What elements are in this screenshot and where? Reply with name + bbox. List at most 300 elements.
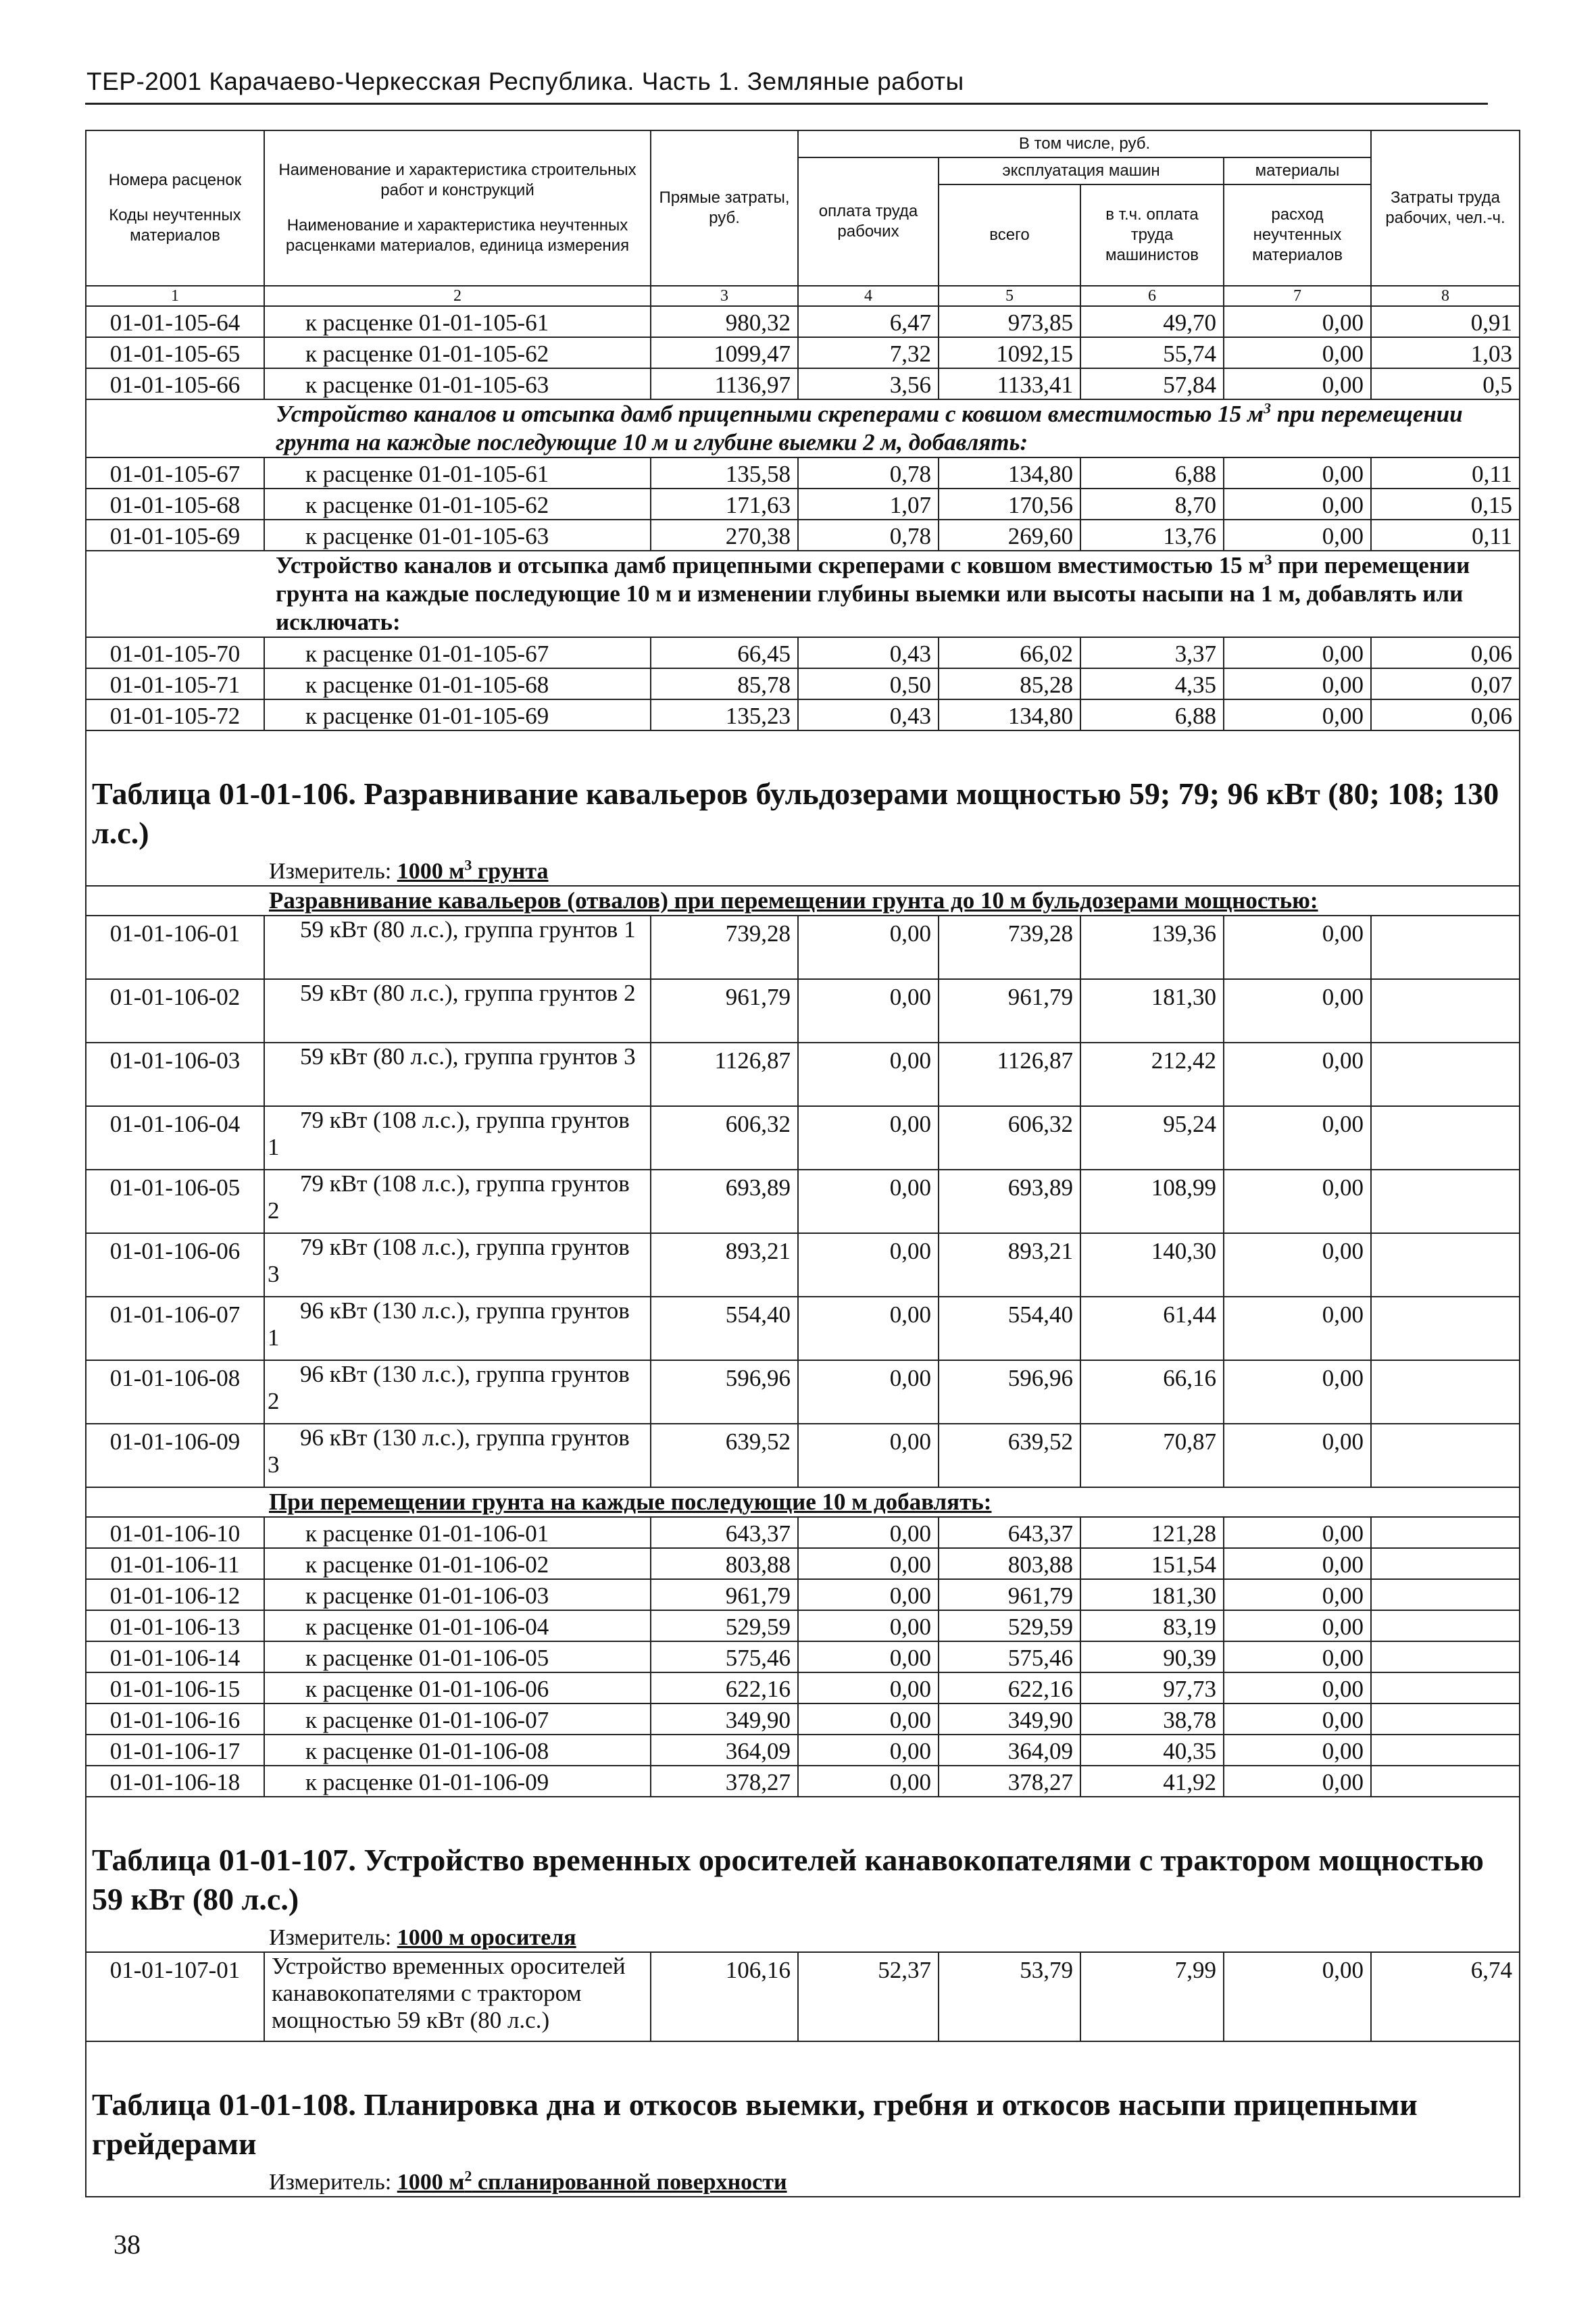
cell-direct: 803,88 bbox=[651, 1548, 798, 1579]
cell-labor: 0,50 bbox=[798, 668, 939, 699]
cell-mat: 0,00 bbox=[1224, 916, 1371, 979]
cell-mat: 0,00 bbox=[1224, 1952, 1371, 2041]
cell-name: к расценке 01-01-105-67 bbox=[264, 637, 651, 668]
cell-mach: 643,37 bbox=[939, 1517, 1080, 1548]
measurement-unit bbox=[86, 1919, 1520, 1952]
cell-mach-labor: 95,24 bbox=[1080, 1106, 1224, 1170]
cell-labor: 0,00 bbox=[798, 1672, 939, 1703]
table-title-row bbox=[86, 1824, 1520, 1919]
cell-mach: 606,32 bbox=[939, 1106, 1080, 1170]
unit-value-text: 1000 м bbox=[397, 859, 465, 884]
cell-code: 01-01-106-13 bbox=[86, 1610, 264, 1641]
cell-name: к расценке 01-01-106-04 bbox=[264, 1610, 651, 1641]
table-title: Таблица 01-01-106. Разравнивание кавальеров бульдозерами мощностью 59; 79; 96 кВт (80; 108; 130 л.с.) bbox=[86, 758, 1520, 853]
cell-code: 01-01-106-17 bbox=[86, 1735, 264, 1766]
cell-mach: 1133,41 bbox=[939, 368, 1080, 399]
table-row bbox=[86, 1106, 1520, 1170]
cell-mach: 893,21 bbox=[939, 1233, 1080, 1297]
col-number: 1 bbox=[86, 286, 264, 306]
cell-direct: 893,21 bbox=[651, 1233, 798, 1297]
cell-hours bbox=[1371, 1766, 1520, 1797]
cell-name: к расценке 01-01-105-63 bbox=[264, 520, 651, 551]
cell-mach: 1092,15 bbox=[939, 337, 1080, 368]
cell-code: 01-01-105-69 bbox=[86, 520, 264, 551]
cell-mach-labor: 8,70 bbox=[1080, 489, 1224, 520]
cell-hours bbox=[1371, 1424, 1520, 1487]
cell-hours bbox=[1371, 916, 1520, 979]
cell-mach: 378,27 bbox=[939, 1766, 1080, 1797]
cell-name: 59 кВт (80 л.с.), группа грунтов 2 bbox=[264, 979, 651, 1043]
cell-mat: 0,00 bbox=[1224, 1106, 1371, 1170]
section-heading-text: Устройство каналов и отсыпка дамб прицепными скреперами с ковшом вместимостью 15 м bbox=[276, 552, 1265, 578]
cell-code: 01-01-106-15 bbox=[86, 1672, 264, 1703]
cell-hours: 0,06 bbox=[1371, 637, 1520, 668]
cell-mach-labor: 7,99 bbox=[1080, 1952, 1224, 2041]
cell-direct: 739,28 bbox=[651, 916, 798, 979]
cell-mat: 0,00 bbox=[1224, 1672, 1371, 1703]
cell-mat: 0,00 bbox=[1224, 699, 1371, 730]
cell-mach-labor: 97,73 bbox=[1080, 1672, 1224, 1703]
col1-header-bottom: Коды неучтенных материалов bbox=[109, 206, 241, 245]
cell-labor: 0,00 bbox=[798, 1610, 939, 1641]
cell-direct: 364,09 bbox=[651, 1735, 798, 1766]
cell-name: 96 кВт (130 л.с.), группа грунтов 1 bbox=[264, 1297, 651, 1360]
cell-direct: 596,96 bbox=[651, 1360, 798, 1424]
col-number: 7 bbox=[1224, 286, 1371, 306]
col6-header: в т.ч. оплата труда машинистов bbox=[1080, 184, 1224, 286]
cell-hours: 0,91 bbox=[1371, 306, 1520, 337]
cell-mat: 0,00 bbox=[1224, 489, 1371, 520]
cell-direct: 693,89 bbox=[651, 1170, 798, 1233]
unit-row bbox=[86, 1919, 1520, 1952]
cell-mat: 0,00 bbox=[1224, 368, 1371, 399]
spacer bbox=[86, 730, 1520, 758]
cell-code: 01-01-105-70 bbox=[86, 637, 264, 668]
table-title-row bbox=[86, 758, 1520, 853]
cell-name: к расценке 01-01-105-61 bbox=[264, 306, 651, 337]
cell-direct: 106,16 bbox=[651, 1952, 798, 2041]
unit-tail: грунта bbox=[472, 859, 549, 884]
cell-code: 01-01-105-68 bbox=[86, 489, 264, 520]
unit-value bbox=[397, 856, 549, 884]
superscript: 3 bbox=[1264, 399, 1272, 417]
table-row bbox=[86, 1952, 1520, 2041]
table-title: Таблица 01-01-107. Устройство временных оросителей канавокопателями с трактором мощностью 59 кВт (80 л.с.) bbox=[86, 1824, 1520, 1919]
cell-code: 01-01-105-66 bbox=[86, 368, 264, 399]
table-row bbox=[86, 1641, 1520, 1672]
section-heading bbox=[86, 886, 1520, 916]
cell-mach: 554,40 bbox=[939, 1297, 1080, 1360]
cell-name: Устройство временных оросителей канавокопателями с трактором мощностью 59 кВт (80 л.с.) bbox=[264, 1952, 651, 2041]
cell-mach: 803,88 bbox=[939, 1548, 1080, 1579]
cell-code: 01-01-105-67 bbox=[86, 457, 264, 489]
cell-code: 01-01-106-05 bbox=[86, 1170, 264, 1233]
cell-direct: 622,16 bbox=[651, 1672, 798, 1703]
cell-name: 59 кВт (80 л.с.), группа грунтов 1 bbox=[264, 916, 651, 979]
table-row bbox=[86, 668, 1520, 699]
cell-name: к расценке 01-01-106-09 bbox=[264, 1766, 651, 1797]
cell-name: к расценке 01-01-105-62 bbox=[264, 337, 651, 368]
table-row bbox=[86, 1672, 1520, 1703]
cell-mach-labor: 57,84 bbox=[1080, 368, 1224, 399]
cell-hours bbox=[1371, 1610, 1520, 1641]
cell-labor: 0,00 bbox=[798, 1703, 939, 1735]
cell-direct: 171,63 bbox=[651, 489, 798, 520]
unit-row bbox=[86, 2164, 1520, 2197]
group-including-header: В том числе, руб. bbox=[798, 130, 1371, 157]
cell-labor: 0,00 bbox=[798, 1233, 939, 1297]
cell-mach-labor: 108,99 bbox=[1080, 1170, 1224, 1233]
cell-direct: 1126,87 bbox=[651, 1043, 798, 1106]
cell-code: 01-01-106-16 bbox=[86, 1703, 264, 1735]
cell-direct: 349,90 bbox=[651, 1703, 798, 1735]
cell-mach-labor: 6,88 bbox=[1080, 457, 1224, 489]
cell-mach: 529,59 bbox=[939, 1610, 1080, 1641]
cell-mach-labor: 212,42 bbox=[1080, 1043, 1224, 1106]
cell-code: 01-01-106-12 bbox=[86, 1579, 264, 1610]
cell-code: 01-01-105-65 bbox=[86, 337, 264, 368]
cell-hours bbox=[1371, 1297, 1520, 1360]
cell-mach-labor: 66,16 bbox=[1080, 1360, 1224, 1424]
cell-mat: 0,00 bbox=[1224, 1424, 1371, 1487]
table-row bbox=[86, 1735, 1520, 1766]
table-row bbox=[86, 1233, 1520, 1297]
unit-label: Измеритель: bbox=[269, 2170, 397, 2195]
cell-name: к расценке 01-01-106-05 bbox=[264, 1641, 651, 1672]
cell-mach-labor: 139,36 bbox=[1080, 916, 1224, 979]
cell-mach: 961,79 bbox=[939, 979, 1080, 1043]
cell-mach: 575,46 bbox=[939, 1641, 1080, 1672]
table-row bbox=[86, 306, 1520, 337]
table-row bbox=[86, 489, 1520, 520]
table-row bbox=[86, 1360, 1520, 1424]
cell-labor: 0,00 bbox=[798, 1766, 939, 1797]
table-row bbox=[86, 368, 1520, 399]
cell-labor: 0,00 bbox=[798, 1297, 939, 1360]
cell-direct: 378,27 bbox=[651, 1766, 798, 1797]
cell-hours bbox=[1371, 1703, 1520, 1735]
unit-tail: спланированной поверхности bbox=[472, 2170, 787, 2195]
col2-header bbox=[264, 130, 651, 286]
cell-mach-labor: 40,35 bbox=[1080, 1735, 1224, 1766]
table-row bbox=[86, 979, 1520, 1043]
cell-labor: 0,00 bbox=[798, 979, 939, 1043]
cell-hours bbox=[1371, 1170, 1520, 1233]
cell-mat: 0,00 bbox=[1224, 668, 1371, 699]
cell-hours: 0,11 bbox=[1371, 520, 1520, 551]
table-row bbox=[86, 1170, 1520, 1233]
header-row-1 bbox=[86, 130, 1520, 157]
cell-mach: 961,79 bbox=[939, 1579, 1080, 1610]
table-row bbox=[86, 916, 1520, 979]
cell-mat: 0,00 bbox=[1224, 1735, 1371, 1766]
section-heading-row bbox=[86, 551, 1520, 637]
cell-direct: 961,79 bbox=[651, 1579, 798, 1610]
table-row bbox=[86, 1548, 1520, 1579]
unit-row bbox=[86, 853, 1520, 886]
cell-mach-labor: 181,30 bbox=[1080, 979, 1224, 1043]
col-number: 5 bbox=[939, 286, 1080, 306]
cell-name: к расценке 01-01-105-68 bbox=[264, 668, 651, 699]
cell-mat: 0,00 bbox=[1224, 1170, 1371, 1233]
cell-direct: 643,37 bbox=[651, 1517, 798, 1548]
cell-mat: 0,00 bbox=[1224, 979, 1371, 1043]
cell-hours bbox=[1371, 1043, 1520, 1106]
unit-label: Измеритель: bbox=[269, 859, 397, 884]
table-title-row bbox=[86, 2069, 1520, 2164]
table-row bbox=[86, 1043, 1520, 1106]
cell-hours bbox=[1371, 1106, 1520, 1170]
cell-mat: 0,00 bbox=[1224, 306, 1371, 337]
cell-mat: 0,00 bbox=[1224, 337, 1371, 368]
col5-header: всего bbox=[939, 184, 1080, 286]
section-heading-text: Разравнивание кавальеров (отвалов) при перемещении грунта до 10 м бульдозерами мощностью: bbox=[269, 887, 1318, 914]
cell-labor: 0,78 bbox=[798, 520, 939, 551]
running-title: ТЕР-2001 Карачаево-Черкесская Республика. Часть 1. Земляные работы bbox=[86, 68, 964, 95]
cell-name: к расценке 01-01-105-63 bbox=[264, 368, 651, 399]
cell-name: 59 кВт (80 л.с.), группа грунтов 3 bbox=[264, 1043, 651, 1106]
table-row bbox=[86, 1579, 1520, 1610]
cell-mach: 364,09 bbox=[939, 1735, 1080, 1766]
cell-mach: 739,28 bbox=[939, 916, 1080, 979]
cell-labor: 0,43 bbox=[798, 637, 939, 668]
table-title: Таблица 01-01-108. Планировка дна и откосов выемки, гребня и откосов насыпи прицепными грейдерами bbox=[86, 2069, 1520, 2164]
cell-mach-labor: 6,88 bbox=[1080, 699, 1224, 730]
unit-value-text: 1000 м оросителя bbox=[397, 1925, 576, 1950]
cell-mat: 0,00 bbox=[1224, 1360, 1371, 1424]
col1-header-top: Номера расценок bbox=[108, 171, 242, 189]
section-heading bbox=[86, 551, 1520, 637]
group-machines-header: эксплуатация машин bbox=[939, 157, 1224, 184]
col4-header: оплата труда рабочих bbox=[798, 157, 939, 286]
cell-name: к расценке 01-01-106-06 bbox=[264, 1672, 651, 1703]
cell-direct: 639,52 bbox=[651, 1424, 798, 1487]
cell-mach-labor: 83,19 bbox=[1080, 1610, 1224, 1641]
cell-code: 01-01-106-14 bbox=[86, 1641, 264, 1672]
cell-mach: 693,89 bbox=[939, 1170, 1080, 1233]
group-materials-header: материалы bbox=[1224, 157, 1371, 184]
cell-hours bbox=[1371, 979, 1520, 1043]
cell-mach: 349,90 bbox=[939, 1703, 1080, 1735]
cell-labor: 0,00 bbox=[798, 1106, 939, 1170]
cell-hours bbox=[1371, 1360, 1520, 1424]
section-heading-text: При перемещении грунта на каждые последующие 10 м добавлять: bbox=[269, 1489, 992, 1515]
cell-code: 01-01-106-11 bbox=[86, 1548, 264, 1579]
cell-mach: 596,96 bbox=[939, 1360, 1080, 1424]
cell-direct: 575,46 bbox=[651, 1641, 798, 1672]
cell-direct: 135,23 bbox=[651, 699, 798, 730]
section-heading-row bbox=[86, 399, 1520, 457]
cell-mach-labor: 140,30 bbox=[1080, 1233, 1224, 1297]
cell-hours: 0,06 bbox=[1371, 699, 1520, 730]
cell-hours bbox=[1371, 1579, 1520, 1610]
spacer-row bbox=[86, 2041, 1520, 2069]
col-number: 3 bbox=[651, 286, 798, 306]
cell-mat: 0,00 bbox=[1224, 1766, 1371, 1797]
cell-mat: 0,00 bbox=[1224, 520, 1371, 551]
header-rule bbox=[85, 103, 1488, 105]
col1-header bbox=[86, 130, 264, 286]
cell-mach: 170,56 bbox=[939, 489, 1080, 520]
cell-mach-labor: 49,70 bbox=[1080, 306, 1224, 337]
cell-name: к расценке 01-01-106-02 bbox=[264, 1548, 651, 1579]
cell-code: 01-01-106-06 bbox=[86, 1233, 264, 1297]
cell-mat: 0,00 bbox=[1224, 1610, 1371, 1641]
cell-direct: 66,45 bbox=[651, 637, 798, 668]
cell-direct: 554,40 bbox=[651, 1297, 798, 1360]
cell-direct: 961,79 bbox=[651, 979, 798, 1043]
cell-mach: 66,02 bbox=[939, 637, 1080, 668]
section-heading-row bbox=[86, 1487, 1520, 1517]
price-table bbox=[85, 130, 1520, 2197]
cell-hours: 0,15 bbox=[1371, 489, 1520, 520]
section-heading-text-cont: при перемещении грунта на каждые последующие 10 м и глубине выемки 2 м, добавлять: bbox=[276, 401, 1463, 455]
spacer-row bbox=[86, 730, 1520, 758]
cell-name: к расценке 01-01-106-07 bbox=[264, 1703, 651, 1735]
cell-code: 01-01-105-72 bbox=[86, 699, 264, 730]
cell-mach: 622,16 bbox=[939, 1672, 1080, 1703]
col7-header: расход неучтенных материалов bbox=[1224, 184, 1371, 286]
unit-label: Измеритель: bbox=[269, 1925, 397, 1950]
cell-labor: 0,00 bbox=[798, 1424, 939, 1487]
cell-code: 01-01-106-10 bbox=[86, 1517, 264, 1548]
cell-mach-labor: 121,28 bbox=[1080, 1517, 1224, 1548]
cell-name: 79 кВт (108 л.с.), группа грунтов 3 bbox=[264, 1233, 651, 1297]
spacer bbox=[86, 1797, 1520, 1824]
cell-hours bbox=[1371, 1548, 1520, 1579]
table-row bbox=[86, 1297, 1520, 1360]
cell-hours bbox=[1371, 1233, 1520, 1297]
cell-mach: 973,85 bbox=[939, 306, 1080, 337]
cell-labor: 0,00 bbox=[798, 1360, 939, 1424]
cell-name: к расценке 01-01-105-61 bbox=[264, 457, 651, 489]
cell-name: 96 кВт (130 л.с.), группа грунтов 3 bbox=[264, 1424, 651, 1487]
column-numbers-row bbox=[86, 286, 1520, 306]
cell-name: к расценке 01-01-106-08 bbox=[264, 1735, 651, 1766]
cell-hours: 1,03 bbox=[1371, 337, 1520, 368]
section-heading bbox=[86, 1487, 1520, 1517]
cell-name: 96 кВт (130 л.с.), группа грунтов 2 bbox=[264, 1360, 651, 1424]
cell-hours bbox=[1371, 1672, 1520, 1703]
table-row bbox=[86, 1517, 1520, 1548]
section-heading-text: Устройство каналов и отсыпка дамб прицепными скреперами с ковшом вместимостью 15 м bbox=[276, 401, 1264, 427]
cell-mat: 0,00 bbox=[1224, 1043, 1371, 1106]
col3-header: Прямые затраты, руб. bbox=[651, 130, 798, 286]
superscript: 2 bbox=[464, 2167, 472, 2185]
cell-mat: 0,00 bbox=[1224, 1579, 1371, 1610]
unit-value bbox=[397, 2167, 787, 2195]
cell-labor: 0,00 bbox=[798, 1548, 939, 1579]
table-row bbox=[86, 520, 1520, 551]
cell-code: 01-01-106-18 bbox=[86, 1766, 264, 1797]
cell-labor: 0,00 bbox=[798, 1043, 939, 1106]
table-row bbox=[86, 1610, 1520, 1641]
cell-labor: 0,00 bbox=[798, 1735, 939, 1766]
cell-name: к расценке 01-01-105-69 bbox=[264, 699, 651, 730]
cell-mach-labor: 55,74 bbox=[1080, 337, 1224, 368]
section-heading bbox=[86, 399, 1520, 457]
cell-hours bbox=[1371, 1517, 1520, 1548]
unit-value bbox=[397, 1925, 576, 1950]
page-number: 38 bbox=[114, 2229, 141, 2260]
table-row bbox=[86, 337, 1520, 368]
cell-labor: 0,00 bbox=[798, 1641, 939, 1672]
table-row bbox=[86, 699, 1520, 730]
cell-code: 01-01-105-71 bbox=[86, 668, 264, 699]
superscript: 3 bbox=[1264, 551, 1272, 568]
cell-mach: 53,79 bbox=[939, 1952, 1080, 2041]
cell-mach: 85,28 bbox=[939, 668, 1080, 699]
measurement-unit bbox=[86, 2164, 1520, 2197]
cell-labor: 0,43 bbox=[798, 699, 939, 730]
cell-mach: 639,52 bbox=[939, 1424, 1080, 1487]
cell-labor: 6,47 bbox=[798, 306, 939, 337]
cell-mach: 1126,87 bbox=[939, 1043, 1080, 1106]
cell-mach-labor: 3,37 bbox=[1080, 637, 1224, 668]
cell-hours bbox=[1371, 1641, 1520, 1672]
cell-direct: 85,78 bbox=[651, 668, 798, 699]
cell-mat: 0,00 bbox=[1224, 1517, 1371, 1548]
cell-mach: 134,80 bbox=[939, 699, 1080, 730]
cell-mach-labor: 13,76 bbox=[1080, 520, 1224, 551]
cell-name: к расценке 01-01-106-01 bbox=[264, 1517, 651, 1548]
cell-direct: 529,59 bbox=[651, 1610, 798, 1641]
cell-mach-labor: 90,39 bbox=[1080, 1641, 1224, 1672]
cell-direct: 270,38 bbox=[651, 520, 798, 551]
col-number: 2 bbox=[264, 286, 651, 306]
cell-mach-labor: 151,54 bbox=[1080, 1548, 1224, 1579]
cell-hours bbox=[1371, 1735, 1520, 1766]
table-row bbox=[86, 637, 1520, 668]
section-heading-row bbox=[86, 886, 1520, 916]
table-row bbox=[86, 1424, 1520, 1487]
cell-labor: 0,00 bbox=[798, 1517, 939, 1548]
cell-hours: 6,74 bbox=[1371, 1952, 1520, 2041]
cell-mat: 0,00 bbox=[1224, 1703, 1371, 1735]
cell-labor: 52,37 bbox=[798, 1952, 939, 2041]
cell-code: 01-01-106-09 bbox=[86, 1424, 264, 1487]
cell-mat: 0,00 bbox=[1224, 457, 1371, 489]
table-row bbox=[86, 1703, 1520, 1735]
col-number: 4 bbox=[798, 286, 939, 306]
cell-labor: 0,00 bbox=[798, 1170, 939, 1233]
cell-name: к расценке 01-01-105-62 bbox=[264, 489, 651, 520]
cell-hours: 0,5 bbox=[1371, 368, 1520, 399]
cell-hours: 0,07 bbox=[1371, 668, 1520, 699]
cell-mach-labor: 61,44 bbox=[1080, 1297, 1224, 1360]
cell-name: 79 кВт (108 л.с.), группа грунтов 2 bbox=[264, 1170, 651, 1233]
cell-direct: 135,58 bbox=[651, 457, 798, 489]
spacer bbox=[86, 2041, 1520, 2069]
cell-code: 01-01-107-01 bbox=[86, 1952, 264, 2041]
col8-header: Затраты труда рабочих, чел.-ч. bbox=[1371, 130, 1520, 286]
superscript: 3 bbox=[464, 856, 472, 874]
cell-labor: 0,00 bbox=[798, 1579, 939, 1610]
cell-labor: 1,07 bbox=[798, 489, 939, 520]
cell-mach-labor: 4,35 bbox=[1080, 668, 1224, 699]
cell-mach: 269,60 bbox=[939, 520, 1080, 551]
cell-labor: 0,00 bbox=[798, 916, 939, 979]
cell-code: 01-01-106-08 bbox=[86, 1360, 264, 1424]
cell-mat: 0,00 bbox=[1224, 1233, 1371, 1297]
unit-value-text: 1000 м bbox=[397, 2170, 465, 2195]
cell-mat: 0,00 bbox=[1224, 637, 1371, 668]
cell-labor: 3,56 bbox=[798, 368, 939, 399]
col2-header-bottom: Наименование и характеристика неучтенных расценками материалов, единица измерения bbox=[285, 216, 630, 255]
cell-code: 01-01-106-07 bbox=[86, 1297, 264, 1360]
cell-hours: 0,11 bbox=[1371, 457, 1520, 489]
cell-labor: 0,78 bbox=[798, 457, 939, 489]
